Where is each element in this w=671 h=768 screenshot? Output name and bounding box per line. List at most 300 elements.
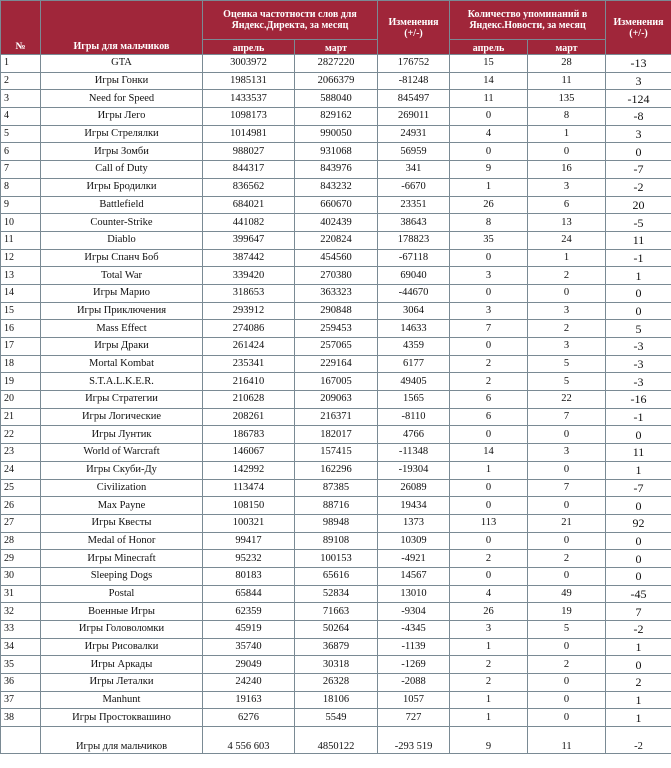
cell-mentions-change: 0 <box>606 143 671 161</box>
cell-freq-april: 146067 <box>203 444 295 462</box>
cell-mentions-change: 0 <box>606 550 671 568</box>
cell-mentions-april: 3 <box>450 621 528 639</box>
cell-mentions-march: 0 <box>528 674 606 692</box>
total-cell-freq-april: 4 556 603 <box>203 727 295 754</box>
table-row <box>1 373 671 391</box>
cell-mentions-april: 3 <box>450 302 528 320</box>
cell-freq-march: 2066379 <box>295 72 378 90</box>
cell-freq-change: -9304 <box>378 603 450 621</box>
cell-mentions-change: -7 <box>606 161 671 179</box>
cell-name: Военные Игры <box>41 603 203 621</box>
cell-freq-april: 24240 <box>203 674 295 692</box>
table-row <box>1 338 671 356</box>
cell-num: 36 <box>1 674 41 692</box>
cell-mentions-change: 1 <box>606 691 671 709</box>
cell-freq-march: 167005 <box>295 373 378 391</box>
cell-name: Игры Леталки <box>41 674 203 692</box>
cell-freq-change: 24931 <box>378 125 450 143</box>
cell-name: Игры Приключения <box>41 302 203 320</box>
header-frequency: Оценка частотности слов для Яндекс.Директа, за месяц <box>203 1 378 40</box>
header-num: № <box>1 1 41 55</box>
table-row <box>1 231 671 249</box>
cell-freq-change: 19434 <box>378 497 450 515</box>
cell-freq-april: 261424 <box>203 338 295 356</box>
cell-freq-change: -67118 <box>378 249 450 267</box>
cell-mentions-march: 49 <box>528 585 606 603</box>
cell-freq-change: 727 <box>378 709 450 727</box>
cell-mentions-april: 0 <box>450 284 528 302</box>
cell-freq-april: 186783 <box>203 426 295 444</box>
cell-name: Postal <box>41 585 203 603</box>
cell-mentions-march: 0 <box>528 638 606 656</box>
cell-mentions-march: 19 <box>528 603 606 621</box>
cell-mentions-april: 4 <box>450 585 528 603</box>
cell-num: 31 <box>1 585 41 603</box>
cell-freq-march: 209063 <box>295 391 378 409</box>
cell-freq-march: 229164 <box>295 355 378 373</box>
cell-freq-change: -4921 <box>378 550 450 568</box>
table-header <box>1 1 671 55</box>
cell-freq-change: -4345 <box>378 621 450 639</box>
cell-mentions-march: 0 <box>528 461 606 479</box>
cell-freq-april: 988027 <box>203 143 295 161</box>
cell-mentions-april: 1 <box>450 691 528 709</box>
cell-mentions-march: 0 <box>528 532 606 550</box>
cell-freq-change: 341 <box>378 161 450 179</box>
cell-name: Игры Спанч Боб <box>41 249 203 267</box>
cell-num: 18 <box>1 355 41 373</box>
cell-freq-change: 178823 <box>378 231 450 249</box>
cell-num: 10 <box>1 214 41 232</box>
cell-name: Total War <box>41 267 203 285</box>
cell-mentions-change: -3 <box>606 373 671 391</box>
cell-freq-change: 38643 <box>378 214 450 232</box>
cell-freq-march: 216371 <box>295 408 378 426</box>
cell-mentions-march: 2 <box>528 550 606 568</box>
table-body <box>1 55 671 754</box>
cell-mentions-change: -3 <box>606 338 671 356</box>
cell-mentions-change: -3 <box>606 355 671 373</box>
table-row <box>1 638 671 656</box>
cell-mentions-april: 6 <box>450 391 528 409</box>
cell-freq-april: 844317 <box>203 161 295 179</box>
table-row <box>1 125 671 143</box>
cell-freq-march: 162296 <box>295 461 378 479</box>
cell-num: 11 <box>1 231 41 249</box>
cell-name: Игры Бродилки <box>41 178 203 196</box>
cell-mentions-change: -45 <box>606 585 671 603</box>
cell-mentions-march: 0 <box>528 709 606 727</box>
cell-freq-change: 4359 <box>378 338 450 356</box>
cell-mentions-march: 0 <box>528 284 606 302</box>
cell-freq-march: 52834 <box>295 585 378 603</box>
cell-freq-april: 216410 <box>203 373 295 391</box>
table-row <box>1 267 671 285</box>
total-cell-num <box>1 727 41 754</box>
cell-freq-change: 14567 <box>378 567 450 585</box>
cell-num: 34 <box>1 638 41 656</box>
cell-num: 4 <box>1 108 41 126</box>
cell-mentions-april: 113 <box>450 514 528 532</box>
cell-mentions-april: 15 <box>450 55 528 73</box>
cell-mentions-change: 0 <box>606 284 671 302</box>
cell-freq-april: 142992 <box>203 461 295 479</box>
cell-mentions-march: 5 <box>528 621 606 639</box>
cell-num: 7 <box>1 161 41 179</box>
cell-mentions-april: 26 <box>450 196 528 214</box>
cell-freq-march: 26328 <box>295 674 378 692</box>
total-cell-mentions-april: 9 <box>450 727 528 754</box>
cell-freq-march: 270380 <box>295 267 378 285</box>
cell-mentions-change: -8 <box>606 108 671 126</box>
table-row <box>1 461 671 479</box>
table-row <box>1 178 671 196</box>
cell-name: Игры Аркады <box>41 656 203 674</box>
table-row <box>1 585 671 603</box>
cell-name: Игры Лего <box>41 108 203 126</box>
cell-num: 6 <box>1 143 41 161</box>
cell-freq-march: 182017 <box>295 426 378 444</box>
header-name: Игры для мальчиков <box>41 1 203 55</box>
cell-freq-change: 1565 <box>378 391 450 409</box>
cell-freq-march: 5549 <box>295 709 378 727</box>
cell-name: Игры Простоквашино <box>41 709 203 727</box>
cell-freq-change: -6670 <box>378 178 450 196</box>
cell-mentions-change: 0 <box>606 532 671 550</box>
cell-mentions-april: 8 <box>450 214 528 232</box>
total-row <box>1 727 671 754</box>
cell-freq-change: 1373 <box>378 514 450 532</box>
cell-num: 35 <box>1 656 41 674</box>
cell-name: Medal of Honor <box>41 532 203 550</box>
cell-name: Counter-Strike <box>41 214 203 232</box>
cell-mentions-march: 3 <box>528 178 606 196</box>
cell-num: 20 <box>1 391 41 409</box>
cell-freq-april: 1014981 <box>203 125 295 143</box>
table-row <box>1 196 671 214</box>
cell-freq-march: 660670 <box>295 196 378 214</box>
cell-num: 3 <box>1 90 41 108</box>
cell-name: Игры Квесты <box>41 514 203 532</box>
header-change-mentions: Изменения (+/-) <box>606 1 671 55</box>
cell-freq-change: -1139 <box>378 638 450 656</box>
cell-mentions-march: 6 <box>528 196 606 214</box>
cell-freq-march: 87385 <box>295 479 378 497</box>
cell-name: Manhunt <box>41 691 203 709</box>
cell-mentions-change: 1 <box>606 461 671 479</box>
cell-freq-march: 98948 <box>295 514 378 532</box>
cell-mentions-march: 2 <box>528 320 606 338</box>
cell-mentions-march: 0 <box>528 143 606 161</box>
cell-freq-march: 402439 <box>295 214 378 232</box>
cell-mentions-march: 11 <box>528 72 606 90</box>
cell-freq-april: 441082 <box>203 214 295 232</box>
cell-mentions-march: 135 <box>528 90 606 108</box>
cell-mentions-april: 11 <box>450 90 528 108</box>
cell-name: S.T.A.L.K.E.R. <box>41 373 203 391</box>
cell-freq-march: 88716 <box>295 497 378 515</box>
cell-freq-march: 259453 <box>295 320 378 338</box>
cell-freq-change: -44670 <box>378 284 450 302</box>
cell-name: Diablo <box>41 231 203 249</box>
cell-name: Игры Minecraft <box>41 550 203 568</box>
table-row <box>1 550 671 568</box>
cell-mentions-change: 1 <box>606 267 671 285</box>
cell-mentions-march: 13 <box>528 214 606 232</box>
cell-name: Игры Логические <box>41 408 203 426</box>
cell-num: 21 <box>1 408 41 426</box>
cell-freq-march: 843976 <box>295 161 378 179</box>
cell-mentions-change: -2 <box>606 178 671 196</box>
cell-name: Игры Рисовалки <box>41 638 203 656</box>
cell-mentions-change: -13 <box>606 55 671 73</box>
cell-freq-april: 99417 <box>203 532 295 550</box>
cell-freq-change: -81248 <box>378 72 450 90</box>
cell-name: Игры Зомби <box>41 143 203 161</box>
cell-freq-april: 684021 <box>203 196 295 214</box>
total-cell-freq-march: 4850122 <box>295 727 378 754</box>
cell-freq-april: 65844 <box>203 585 295 603</box>
cell-mentions-change: 5 <box>606 320 671 338</box>
cell-mentions-april: 2 <box>450 674 528 692</box>
cell-freq-april: 339420 <box>203 267 295 285</box>
cell-num: 37 <box>1 691 41 709</box>
cell-num: 19 <box>1 373 41 391</box>
header-mentions: Количество упоминаний в Яндекс.Новости, за месяц <box>450 1 606 40</box>
cell-mentions-change: -5 <box>606 214 671 232</box>
cell-name: Игры Марио <box>41 284 203 302</box>
table-row <box>1 72 671 90</box>
table-row <box>1 284 671 302</box>
cell-mentions-april: 0 <box>450 479 528 497</box>
cell-num: 27 <box>1 514 41 532</box>
cell-name: Civilization <box>41 479 203 497</box>
cell-freq-change: 23351 <box>378 196 450 214</box>
total-cell-mentions-change: -2 <box>606 727 671 754</box>
cell-mentions-change: 0 <box>606 497 671 515</box>
cell-freq-march: 931068 <box>295 143 378 161</box>
cell-freq-march: 363323 <box>295 284 378 302</box>
cell-freq-april: 45919 <box>203 621 295 639</box>
cell-num: 30 <box>1 567 41 585</box>
table-row <box>1 426 671 444</box>
cell-mentions-march: 7 <box>528 408 606 426</box>
cell-freq-april: 62359 <box>203 603 295 621</box>
table-row <box>1 444 671 462</box>
cell-freq-april: 293912 <box>203 302 295 320</box>
cell-freq-change: -8110 <box>378 408 450 426</box>
cell-num: 2 <box>1 72 41 90</box>
cell-freq-change: 3064 <box>378 302 450 320</box>
cell-mentions-april: 35 <box>450 231 528 249</box>
cell-freq-change: -2088 <box>378 674 450 692</box>
cell-mentions-april: 7 <box>450 320 528 338</box>
table-row <box>1 691 671 709</box>
cell-mentions-change: 7 <box>606 603 671 621</box>
cell-freq-april: 100321 <box>203 514 295 532</box>
table-row <box>1 514 671 532</box>
table-row <box>1 674 671 692</box>
cell-name: Игры Лунтик <box>41 426 203 444</box>
cell-freq-april: 387442 <box>203 249 295 267</box>
cell-freq-april: 318653 <box>203 284 295 302</box>
cell-num: 25 <box>1 479 41 497</box>
cell-freq-april: 3003972 <box>203 55 295 73</box>
cell-mentions-march: 7 <box>528 479 606 497</box>
cell-mentions-march: 3 <box>528 302 606 320</box>
cell-freq-march: 65616 <box>295 567 378 585</box>
cell-num: 38 <box>1 709 41 727</box>
table-row <box>1 709 671 727</box>
table-row <box>1 621 671 639</box>
cell-freq-april: 235341 <box>203 355 295 373</box>
cell-mentions-march: 2 <box>528 656 606 674</box>
cell-freq-april: 274086 <box>203 320 295 338</box>
cell-mentions-change: -2 <box>606 621 671 639</box>
cell-mentions-march: 21 <box>528 514 606 532</box>
cell-num: 13 <box>1 267 41 285</box>
cell-mentions-april: 2 <box>450 550 528 568</box>
header-freq-april: апрель <box>203 40 295 55</box>
table-row <box>1 161 671 179</box>
cell-mentions-april: 14 <box>450 72 528 90</box>
cell-freq-march: 71663 <box>295 603 378 621</box>
cell-mentions-change: 0 <box>606 302 671 320</box>
cell-mentions-april: 3 <box>450 267 528 285</box>
cell-mentions-march: 5 <box>528 373 606 391</box>
cell-name: Игры Головоломки <box>41 621 203 639</box>
cell-freq-march: 89108 <box>295 532 378 550</box>
cell-mentions-march: 0 <box>528 691 606 709</box>
total-cell-freq-change: -293 519 <box>378 727 450 754</box>
cell-mentions-april: 0 <box>450 426 528 444</box>
cell-mentions-april: 6 <box>450 408 528 426</box>
cell-mentions-march: 1 <box>528 249 606 267</box>
cell-mentions-change: -7 <box>606 479 671 497</box>
cell-mentions-april: 14 <box>450 444 528 462</box>
cell-mentions-march: 2 <box>528 267 606 285</box>
table-row <box>1 214 671 232</box>
table-row <box>1 532 671 550</box>
cell-mentions-change: 1 <box>606 638 671 656</box>
cell-mentions-april: 0 <box>450 108 528 126</box>
cell-freq-april: 113474 <box>203 479 295 497</box>
cell-mentions-change: 2 <box>606 674 671 692</box>
cell-mentions-april: 1 <box>450 178 528 196</box>
table-row <box>1 479 671 497</box>
cell-freq-change: 269011 <box>378 108 450 126</box>
cell-name: Игры Стратегии <box>41 391 203 409</box>
cell-mentions-april: 1 <box>450 461 528 479</box>
cell-mentions-change: -16 <box>606 391 671 409</box>
cell-mentions-march: 3 <box>528 338 606 356</box>
cell-mentions-april: 9 <box>450 161 528 179</box>
cell-num: 32 <box>1 603 41 621</box>
cell-freq-march: 36879 <box>295 638 378 656</box>
cell-mentions-change: 11 <box>606 231 671 249</box>
cell-freq-april: 1098173 <box>203 108 295 126</box>
cell-mentions-march: 0 <box>528 567 606 585</box>
cell-freq-change: 14633 <box>378 320 450 338</box>
cell-num: 24 <box>1 461 41 479</box>
table-row <box>1 90 671 108</box>
cell-mentions-april: 0 <box>450 143 528 161</box>
cell-num: 8 <box>1 178 41 196</box>
table-row <box>1 249 671 267</box>
cell-mentions-april: 0 <box>450 338 528 356</box>
cell-mentions-april: 0 <box>450 532 528 550</box>
cell-freq-march: 100153 <box>295 550 378 568</box>
cell-mentions-change: -1 <box>606 249 671 267</box>
table-row <box>1 656 671 674</box>
cell-mentions-april: 1 <box>450 709 528 727</box>
cell-mentions-march: 0 <box>528 497 606 515</box>
cell-freq-april: 1433537 <box>203 90 295 108</box>
cell-freq-change: 4766 <box>378 426 450 444</box>
cell-mentions-march: 16 <box>528 161 606 179</box>
cell-freq-march: 220824 <box>295 231 378 249</box>
cell-freq-april: 80183 <box>203 567 295 585</box>
cell-mentions-april: 26 <box>450 603 528 621</box>
cell-mentions-change: 1 <box>606 709 671 727</box>
table-row <box>1 603 671 621</box>
cell-freq-april: 836562 <box>203 178 295 196</box>
cell-num: 22 <box>1 426 41 444</box>
cell-num: 9 <box>1 196 41 214</box>
cell-freq-march: 157415 <box>295 444 378 462</box>
table-row <box>1 108 671 126</box>
cell-name: GTA <box>41 55 203 73</box>
cell-num: 5 <box>1 125 41 143</box>
cell-num: 15 <box>1 302 41 320</box>
cell-freq-april: 35740 <box>203 638 295 656</box>
cell-freq-april: 1985131 <box>203 72 295 90</box>
cell-num: 14 <box>1 284 41 302</box>
cell-freq-march: 990050 <box>295 125 378 143</box>
cell-mentions-change: -1 <box>606 408 671 426</box>
cell-name: Max Payne <box>41 497 203 515</box>
cell-mentions-change: 0 <box>606 656 671 674</box>
cell-freq-change: -11348 <box>378 444 450 462</box>
cell-mentions-april: 2 <box>450 355 528 373</box>
table-row <box>1 567 671 585</box>
cell-freq-april: 19163 <box>203 691 295 709</box>
cell-freq-march: 454560 <box>295 249 378 267</box>
cell-freq-march: 290848 <box>295 302 378 320</box>
cell-mentions-march: 3 <box>528 444 606 462</box>
cell-freq-april: 399647 <box>203 231 295 249</box>
table-row <box>1 408 671 426</box>
cell-freq-change: 69040 <box>378 267 450 285</box>
cell-freq-change: 56959 <box>378 143 450 161</box>
cell-num: 29 <box>1 550 41 568</box>
header-mentions-march: март <box>528 40 606 55</box>
cell-mentions-change: 11 <box>606 444 671 462</box>
cell-mentions-march: 22 <box>528 391 606 409</box>
cell-mentions-april: 2 <box>450 656 528 674</box>
table-row <box>1 55 671 73</box>
table-row <box>1 143 671 161</box>
cell-mentions-change: 3 <box>606 125 671 143</box>
cell-freq-april: 6276 <box>203 709 295 727</box>
cell-freq-change: -1269 <box>378 656 450 674</box>
cell-num: 26 <box>1 497 41 515</box>
cell-freq-march: 257065 <box>295 338 378 356</box>
cell-mentions-april: 1 <box>450 638 528 656</box>
table-row <box>1 320 671 338</box>
cell-freq-april: 108150 <box>203 497 295 515</box>
cell-freq-march: 30318 <box>295 656 378 674</box>
